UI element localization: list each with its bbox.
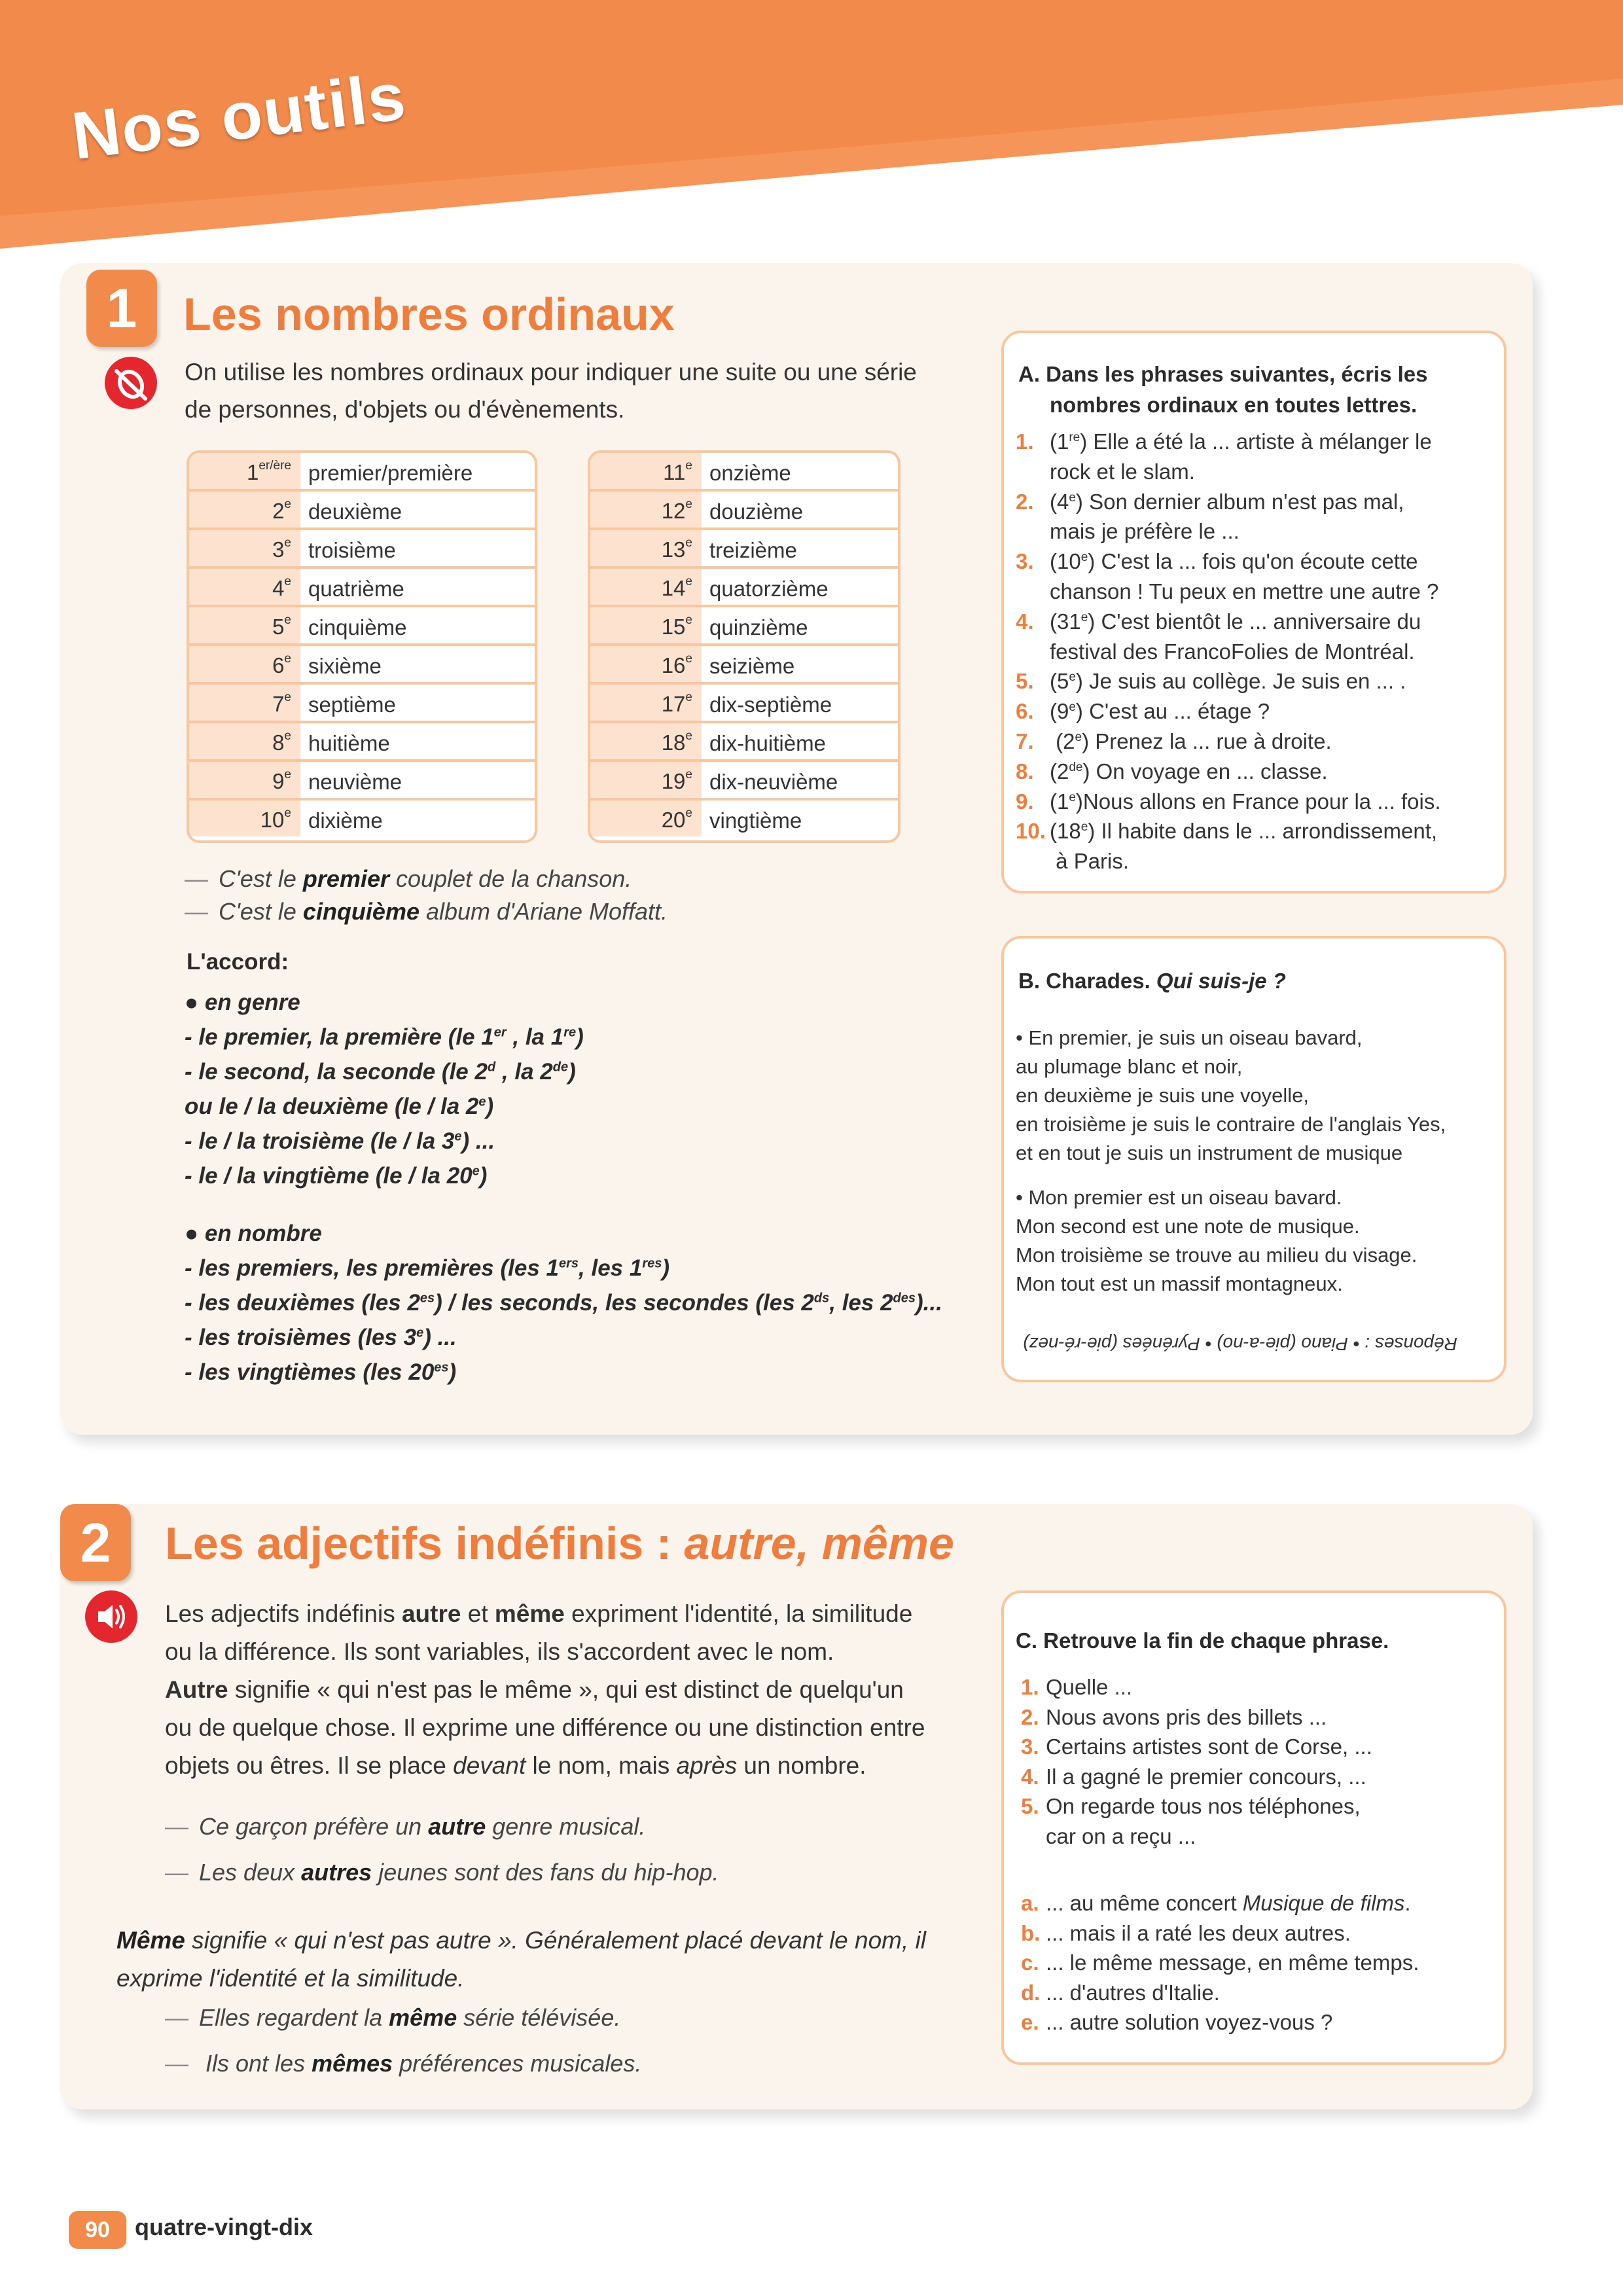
ordinal-suffix: e bbox=[284, 652, 291, 666]
ordinal-word: neuvième bbox=[308, 770, 402, 794]
item-letter: e. bbox=[1021, 2010, 1039, 2034]
exercise-a-item: festival des FrancoFolies de Montréal. bbox=[1050, 639, 1415, 664]
exercise-a-item: 3. (10e) C'est la ... fois qu'on écoute cette bbox=[1016, 547, 1418, 577]
item-text: ... d'autres d'Italie. bbox=[1046, 1980, 1220, 2005]
exercise-a-item: rock et le slam. bbox=[1050, 459, 1195, 484]
ordinal-row bbox=[590, 530, 898, 569]
ordinal-suffix: e bbox=[685, 575, 692, 588]
item-suffix: e bbox=[1080, 610, 1088, 624]
example-text: album d'Ariane Moffatt. bbox=[419, 898, 668, 925]
ordinal-suffix: e bbox=[685, 497, 692, 511]
ordinal-example bbox=[185, 865, 632, 893]
item-number: 8. bbox=[1016, 759, 1034, 783]
accord-line: - les troisièmes (les 3e) ... bbox=[185, 1325, 457, 1350]
ordinal-number: 15e bbox=[590, 607, 702, 643]
meme-example bbox=[165, 2050, 641, 2077]
ordinal-suffix: e bbox=[284, 497, 291, 511]
accord-suffix: e bbox=[472, 1164, 480, 1179]
item-suffix: e bbox=[1069, 790, 1076, 804]
ordinal-row bbox=[189, 723, 535, 762]
example-bold: même bbox=[389, 2004, 457, 2031]
accord-title: L'accord: bbox=[187, 949, 289, 975]
meme-line bbox=[116, 1960, 926, 1998]
intro-line: de personnes, d'objets ou d'évènements. bbox=[185, 396, 625, 423]
speaker-icon bbox=[85, 1590, 137, 1643]
exercise-a-item: 5. (5e) Je suis au collège. Je suis en ... . bbox=[1016, 666, 1406, 696]
paragraph-text: ou de quelque chose. Il exprime une différence ou une distinction entre bbox=[165, 1714, 925, 1741]
exercise-a-item: mais je préfère le ... bbox=[1050, 519, 1240, 544]
accord-line: ● en genre bbox=[185, 990, 300, 1015]
accord-suffix: de bbox=[552, 1060, 569, 1075]
ordinal-word: sixième bbox=[308, 654, 382, 678]
paragraph-text: un nombre. bbox=[737, 1752, 866, 1779]
accord-suffix: ds bbox=[813, 1291, 830, 1306]
accord-suffix: des bbox=[893, 1291, 916, 1306]
paragraph-bold: même bbox=[494, 1600, 565, 1627]
accord-suffix: d bbox=[487, 1060, 496, 1075]
item-text: Quelle ... bbox=[1046, 1675, 1133, 1699]
ordinal-number: 3e bbox=[189, 530, 300, 566]
section2-title-text: Les adjectifs indéfinis : bbox=[165, 1518, 685, 1569]
accord-line: - les deuxièmes (les $2^{es}$) / les seconds, les secondes (les $2^{ds}$, les $2^{des}$)... bbox=[185, 1290, 942, 1316]
accord-suffix: ers bbox=[559, 1256, 579, 1271]
item-letter: d. bbox=[1021, 1980, 1041, 2005]
ordinal-number: 2e bbox=[189, 492, 300, 528]
example-text: couplet de la chanson. bbox=[389, 865, 632, 892]
exercise-c-item-continuation: car on a reçu ... bbox=[1046, 1823, 1196, 1848]
item-number: 7. bbox=[1016, 729, 1034, 753]
paragraph-line bbox=[165, 1633, 1016, 1671]
autre-example bbox=[165, 1813, 645, 1840]
ordinal-number: 7e bbox=[189, 685, 300, 721]
accord-line: - les premiers, les premières (les 1ers, les 1res) bbox=[185, 1255, 670, 1281]
exercise-a-item: 2. (4e) Son dernier album n'est pas mal, bbox=[1016, 487, 1404, 517]
ordinal-suffix: e bbox=[685, 459, 692, 473]
example-text: série télévisée. bbox=[457, 2004, 621, 2031]
item-letter: c. bbox=[1021, 1950, 1039, 1975]
item-suffix: e bbox=[1069, 490, 1076, 505]
paragraph-italic: devant bbox=[453, 1752, 526, 1779]
item-number: 2. bbox=[1016, 489, 1034, 514]
example-dash: — bbox=[165, 1813, 188, 1840]
accord-suffix: es bbox=[434, 1360, 449, 1375]
ordinal-suffix: e bbox=[284, 806, 291, 820]
exercise-c-ending bbox=[1021, 1948, 1419, 1978]
exercise-c-ending bbox=[1021, 2007, 1332, 2037]
ordinal-word: quinzième bbox=[709, 615, 808, 639]
ordinal-example bbox=[185, 898, 668, 925]
autre-example bbox=[165, 1859, 719, 1886]
exercise-a-item: 10. (18e) Il habite dans le ... arrondissement, bbox=[1016, 816, 1437, 846]
ordinal-suffix: e bbox=[685, 536, 692, 550]
exercise-b-title-label: B. Charades. bbox=[1018, 969, 1150, 993]
example-dash: — bbox=[185, 865, 208, 892]
ordinal-word: dix-huitième bbox=[709, 731, 826, 755]
item-number: 2. bbox=[1021, 1704, 1039, 1729]
example-text: Ils ont les bbox=[199, 2050, 312, 2077]
example-bold: autres bbox=[301, 1859, 372, 1886]
ordinal-number: 13e bbox=[590, 530, 702, 566]
ordinal-row bbox=[590, 723, 898, 762]
item-number: 4. bbox=[1016, 609, 1034, 634]
meme-bold: Même bbox=[116, 1927, 185, 1954]
accord-line: ● en nombre bbox=[185, 1221, 322, 1246]
example-text: C'est le bbox=[219, 898, 303, 925]
ordinal-suffix: e bbox=[685, 652, 692, 666]
ordinal-suffix: er/ère bbox=[259, 459, 291, 473]
ordinal-number: 8e bbox=[189, 723, 300, 759]
ordinal-word: premier/première bbox=[308, 461, 473, 485]
example-bold: premier bbox=[302, 865, 389, 892]
intro-line: On utilise les nombres ordinaux pour indiquer une suite ou une série bbox=[185, 359, 917, 386]
ordinal-number: 19e bbox=[590, 762, 702, 798]
exercise-c-ending bbox=[1021, 1918, 1351, 1948]
exercise-c-item bbox=[1021, 1672, 1132, 1702]
item-text: ... au même concert bbox=[1046, 1891, 1243, 1915]
meme-text: exprime l'identité et la similitude. bbox=[116, 1965, 465, 1992]
paragraph-text: signifie « qui n'est pas le même », qui est distinct de quelqu'un bbox=[228, 1676, 904, 1703]
ordinal-row bbox=[189, 530, 535, 569]
ordinal-word: vingtième bbox=[709, 808, 802, 833]
exercise-c-item bbox=[1021, 1702, 1327, 1732]
charade-line: Mon tout est un massif montagneux. bbox=[1016, 1272, 1343, 1295]
example-text: préférences musicales. bbox=[393, 2050, 642, 2077]
item-number: 6. bbox=[1016, 699, 1034, 724]
ordinal-word: deuxième bbox=[308, 499, 402, 524]
item-number: 3. bbox=[1016, 549, 1034, 574]
paragraph-text: et bbox=[461, 1600, 495, 1627]
item-italic: Musique de films bbox=[1242, 1891, 1405, 1915]
exercise-a-item: 1. (1re) Elle a été la ... artiste à mélanger le bbox=[1016, 427, 1432, 457]
ordinal-number: 12e bbox=[590, 492, 702, 528]
ordinal-word: huitième bbox=[308, 731, 390, 755]
exercise-a-title bbox=[1018, 359, 1503, 420]
item-suffix: e bbox=[1080, 550, 1088, 565]
ordinal-row bbox=[189, 762, 535, 800]
exercise-b-title-italic: Qui suis-je ? bbox=[1156, 969, 1286, 993]
item-text: ... autre solution voyez-vous ? bbox=[1046, 2010, 1333, 2034]
accord-suffix: e bbox=[454, 1129, 462, 1144]
page-number-words: quatre-vingt-dix bbox=[135, 2214, 313, 2240]
item-number: 5. bbox=[1016, 669, 1034, 694]
ordinal-word: seizième bbox=[709, 654, 795, 678]
charade-line: Mon troisième se trouve au milieu du visage. bbox=[1016, 1244, 1418, 1266]
paragraph-text: objets ou êtres. Il se place bbox=[165, 1752, 454, 1779]
accord-suffix: res bbox=[642, 1256, 662, 1271]
exercise-a-title-line: A. Dans les phrases suivantes, écris les bbox=[1018, 362, 1428, 386]
accord-suffix: er bbox=[493, 1025, 507, 1040]
charade-line: Mon second est une note de musique. bbox=[1016, 1215, 1360, 1238]
accord-suffix: e bbox=[416, 1325, 424, 1340]
item-suffix: e bbox=[1080, 820, 1088, 834]
ordinal-word: dix-neuvième bbox=[709, 770, 838, 794]
ordinal-number: $1^{er/ère}$ bbox=[189, 453, 300, 489]
item-text: Nous avons pris des billets ... bbox=[1046, 1704, 1327, 1729]
paragraph-bold: Autre bbox=[165, 1676, 228, 1703]
item-number: 3. bbox=[1021, 1734, 1039, 1759]
ordinal-number: 6e bbox=[189, 646, 300, 682]
ordinal-word: septième bbox=[308, 692, 396, 717]
ordinal-table-left bbox=[187, 450, 537, 843]
example-dash: — bbox=[185, 898, 208, 925]
exercise-c-title: C. Retrouve la fin de chaque phrase. bbox=[1016, 1628, 1389, 1653]
paragraph-line bbox=[165, 1671, 1016, 1709]
item-text: ... mais il a raté les deux autres. bbox=[1046, 1920, 1351, 1945]
section1-intro bbox=[185, 353, 1009, 428]
example-dash: — bbox=[165, 1859, 188, 1886]
item-suffix: e bbox=[1075, 730, 1082, 744]
ordinal-number: 16e bbox=[590, 646, 702, 682]
ordinal-word: treizième bbox=[709, 538, 797, 562]
charade-line: en troisième je suis le contraire de l'anglais Yes, bbox=[1016, 1113, 1446, 1136]
ordinal-suffix: e bbox=[284, 536, 291, 550]
ordinal-word: douzième bbox=[709, 499, 804, 524]
exercise-a-item: à Paris. bbox=[1050, 849, 1130, 874]
ordinal-table-right bbox=[588, 450, 901, 843]
item-letter: a. bbox=[1021, 1891, 1039, 1915]
ordinal-suffix: e bbox=[685, 613, 692, 627]
ordinal-row bbox=[189, 800, 535, 836]
ordinal-suffix: e bbox=[284, 729, 291, 743]
exercise-c-item bbox=[1021, 1732, 1372, 1762]
charade-line: • Mon premier est un oiseau bavard. bbox=[1016, 1186, 1342, 1209]
exercise-c-item bbox=[1021, 1791, 1361, 1821]
example-bold: mêmes bbox=[312, 2050, 393, 2077]
accord-line: - le / la vingtième (le / la 20e) bbox=[185, 1163, 488, 1189]
section1-title: Les nombres ordinaux bbox=[183, 289, 675, 340]
accord-line: - le premier, la première (le 1er , la 1re) bbox=[185, 1024, 584, 1050]
item-number: 4. bbox=[1021, 1764, 1039, 1789]
ordinal-row bbox=[189, 646, 535, 685]
ordinal-number: 10e bbox=[189, 800, 300, 836]
charade-line: au plumage blanc et noir, bbox=[1016, 1055, 1243, 1078]
ordinal-suffix: e bbox=[284, 768, 291, 781]
item-suffix: e bbox=[1069, 700, 1076, 715]
ordinal-row bbox=[590, 492, 898, 530]
exercise-a-item: 8. (2de) On voyage en ... classe. bbox=[1016, 757, 1328, 787]
section2-title bbox=[165, 1517, 954, 1570]
ordinal-number: 17e bbox=[590, 685, 702, 721]
example-text: genre musical. bbox=[486, 1813, 646, 1840]
ordinal-row bbox=[189, 492, 535, 530]
ordinal-row bbox=[590, 646, 898, 685]
example-text: Ce garçon préfère un bbox=[199, 1813, 429, 1840]
item-suffix: de bbox=[1069, 760, 1083, 774]
page-title: Nos outils bbox=[67, 58, 410, 174]
item-number: 1. bbox=[1021, 1675, 1039, 1699]
paragraph-line bbox=[165, 1595, 1016, 1633]
example-text: Elles regardent la bbox=[199, 2004, 389, 2031]
item-text: . bbox=[1404, 1891, 1411, 1915]
accord-line: - le / la troisième (le / la 3e) ... bbox=[185, 1128, 495, 1154]
charade-answers-upside-down: Réponses : • Piano (pie-a-no) • Pyrénées (pie-ré-nez) bbox=[1023, 1334, 1457, 1354]
item-text: Il a gagné le premier concours, ... bbox=[1046, 1764, 1366, 1789]
ordinal-suffix: e bbox=[685, 806, 692, 820]
item-number: 5. bbox=[1021, 1794, 1039, 1818]
ordinal-number: 18e bbox=[590, 723, 702, 759]
ordinal-number: 20e bbox=[590, 800, 702, 836]
ordinal-row bbox=[189, 607, 535, 646]
example-text: Les deux bbox=[199, 1859, 302, 1886]
ordinal-number: 11e bbox=[590, 453, 702, 489]
paragraph-italic: après bbox=[676, 1752, 738, 1779]
exercise-c-item bbox=[1021, 1762, 1366, 1792]
item-text: ... le même message, en même temps. bbox=[1046, 1950, 1419, 1975]
ordinal-row bbox=[590, 453, 898, 492]
ordinal-word: troisième bbox=[308, 538, 396, 562]
ordinal-suffix: e bbox=[284, 691, 291, 704]
example-dash: — bbox=[165, 2050, 188, 2077]
exercise-c-ending bbox=[1021, 1888, 1411, 1918]
accord-suffix: re bbox=[563, 1025, 577, 1040]
accord-line: - le second, la seconde (le 2$^d$ , la 2de) bbox=[185, 1059, 576, 1085]
paragraph-text: ou la différence. Ils sont variables, ils s'accordent avec le nom. bbox=[165, 1638, 834, 1665]
accord-line: - les vingtièmes (les $20^{es}$) bbox=[185, 1359, 457, 1385]
ordinal-number: 4e bbox=[189, 569, 300, 605]
ordinal-word: dix-septième bbox=[709, 692, 832, 717]
paragraph-line bbox=[165, 1747, 1016, 1785]
ordinal-word: cinquième bbox=[308, 615, 407, 639]
ordinal-word: dixième bbox=[308, 808, 383, 833]
item-number: 9. bbox=[1016, 789, 1034, 814]
item-suffix: e bbox=[1069, 670, 1076, 685]
exercise-a-item: chanson ! Tu peux en mettre une autre ? bbox=[1050, 579, 1439, 603]
accord-suffix: es bbox=[419, 1291, 435, 1306]
exercise-a-item: 6. (9e) C'est au ... étage ? bbox=[1016, 696, 1270, 726]
meme-definition bbox=[116, 1922, 926, 1998]
ordinal-suffix: e bbox=[284, 575, 291, 588]
section2-paragraph bbox=[165, 1595, 1016, 1785]
exercise-a-item: 7. (2e) Prenez la ... rue à droite. bbox=[1016, 726, 1332, 757]
item-text: Certains artistes sont de Corse, ... bbox=[1046, 1734, 1372, 1759]
ordinal-number: 9e bbox=[189, 762, 300, 798]
item-suffix: re bbox=[1069, 431, 1080, 444]
ordinal-row bbox=[590, 800, 898, 836]
exercise-c-ending bbox=[1021, 1978, 1220, 2008]
ordinal-suffix: e bbox=[284, 613, 291, 627]
ordinal-number: 5e bbox=[189, 607, 300, 643]
ordinal-row bbox=[189, 685, 535, 723]
example-bold: cinquième bbox=[302, 898, 419, 925]
example-dash: — bbox=[165, 2004, 188, 2031]
example-text: C'est le bbox=[219, 865, 303, 892]
charade-line: et en tout je suis un instrument de musique bbox=[1016, 1141, 1403, 1164]
meme-text: signifie « qui n'est pas autre ». Généralement placé devant le nom, il bbox=[185, 1927, 927, 1954]
ordinal-row bbox=[189, 569, 535, 607]
ordinal-row bbox=[590, 762, 898, 800]
item-number: 10. bbox=[1016, 819, 1046, 844]
charade-line: • En premier, je suis un oiseau bavard, bbox=[1016, 1026, 1363, 1049]
exercise-a-item: 4. (31e) C'est bientôt le ... anniversaire du bbox=[1016, 607, 1421, 637]
meme-line bbox=[116, 1922, 926, 1960]
paragraph-text: expriment l'identité, la similitude bbox=[564, 1600, 913, 1627]
no-listen-icon bbox=[105, 357, 157, 409]
ordinal-suffix: e bbox=[685, 691, 692, 704]
ordinal-word: quatorzième bbox=[709, 577, 829, 601]
paragraph-text: Les adjectifs indéfinis bbox=[165, 1600, 402, 1627]
meme-example bbox=[165, 2004, 620, 2032]
item-text: On regarde tous nos téléphones, bbox=[1046, 1794, 1361, 1818]
exercise-b-title bbox=[1018, 965, 1286, 996]
paragraph-bold: autre bbox=[401, 1600, 461, 1627]
example-text: jeunes sont des fans du hip-hop. bbox=[372, 1859, 719, 1886]
ordinal-number: 14e bbox=[590, 569, 702, 605]
charade-line: en deuxième je suis une voyelle, bbox=[1016, 1084, 1310, 1107]
ordinal-word: onzième bbox=[709, 461, 791, 485]
exercise-a-item: 9. (1e)Nous allons en France pour la ... fois. bbox=[1016, 787, 1441, 817]
section2-number-badge: 2 bbox=[60, 1504, 131, 1581]
paragraph-line bbox=[165, 1709, 1016, 1747]
exercise-a-title-line: nombres ordinaux en toutes lettres. bbox=[1050, 393, 1418, 417]
ordinal-suffix: e bbox=[685, 729, 692, 743]
section1-number-badge: 1 bbox=[86, 270, 157, 347]
paragraph-text: le nom, mais bbox=[526, 1752, 677, 1779]
ordinal-suffix: e bbox=[685, 768, 692, 781]
example-bold: autre bbox=[428, 1813, 486, 1840]
item-number: 1. bbox=[1016, 429, 1034, 454]
accord-line: ou le / la deuxième (le / la 2e) bbox=[185, 1094, 494, 1119]
ordinal-word: quatrième bbox=[308, 577, 404, 601]
section2-title-italic: autre, même bbox=[684, 1518, 954, 1569]
ordinal-row bbox=[189, 453, 535, 492]
accord-suffix: e bbox=[478, 1094, 486, 1109]
item-letter: b. bbox=[1021, 1920, 1041, 1945]
ordinal-row bbox=[590, 607, 898, 646]
ordinal-row bbox=[590, 569, 898, 607]
ordinal-row bbox=[590, 685, 898, 723]
page-number-badge: 90 bbox=[69, 2211, 126, 2249]
